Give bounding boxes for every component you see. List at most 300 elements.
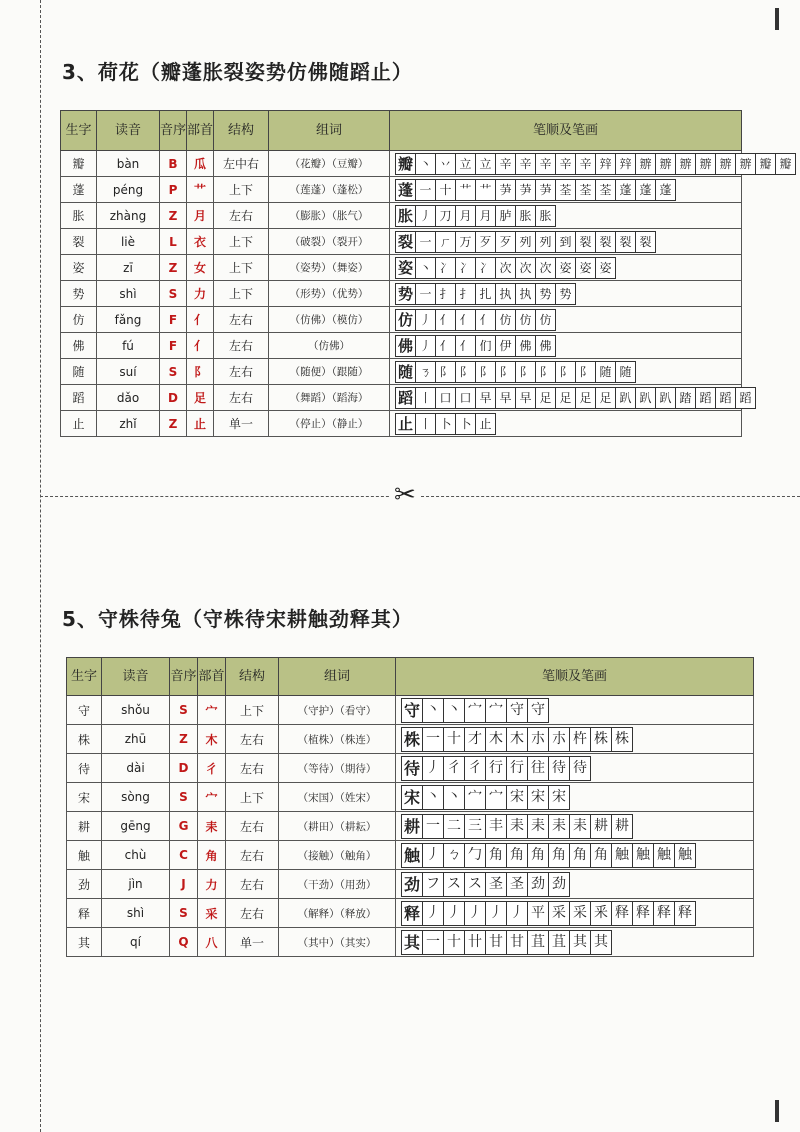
header-yinxu: 音序 [170, 658, 198, 696]
words-cell: （停止）（静止） [269, 411, 390, 437]
table-header-row [67, 658, 754, 696]
stroke-box: 丿 [422, 843, 443, 868]
stroke-box: 二 [443, 814, 464, 839]
stroke-box: 待 [548, 756, 569, 781]
stroke-box: 辛 [495, 153, 515, 175]
letter-cell: S [170, 899, 198, 928]
stroke-box: 丶 [422, 785, 443, 810]
stroke-box: 冫 [475, 257, 495, 279]
pinyin-cell: bàn [97, 151, 160, 177]
pinyin-cell: fú [97, 333, 160, 359]
stroke-box: 守 [401, 698, 422, 723]
stroke-box: 荃 [595, 179, 615, 201]
radical-cell: 瓜 [187, 151, 214, 177]
char-cell: 瓣 [61, 151, 97, 177]
stroke-box: 丨 [415, 413, 435, 435]
vertical-cut-line [40, 0, 41, 1132]
pinyin-cell: qí [102, 928, 170, 957]
stroke-box: 瓣 [755, 153, 775, 175]
stroke-box: 株 [401, 727, 422, 752]
stroke-box: 芛 [535, 179, 555, 201]
stroke-box: 耒 [527, 814, 548, 839]
stroke-box: 触 [611, 843, 632, 868]
stroke-box: 耒 [569, 814, 590, 839]
stroke-box: 辛 [555, 153, 575, 175]
stroke-box: 蹈 [715, 387, 735, 409]
pinyin-cell: chù [102, 841, 170, 870]
radical-cell: 衣 [187, 229, 214, 255]
stroke-box: ㄅ [443, 843, 464, 868]
char-cell: 裂 [61, 229, 97, 255]
stroke-box: 朩 [527, 727, 548, 752]
stroke-box: 采 [569, 901, 590, 926]
stroke-box: 宀 [464, 698, 485, 723]
pinyin-cell: péng [97, 177, 160, 203]
stroke-box: 早 [515, 387, 535, 409]
words-cell: （接触）（触角） [279, 841, 396, 870]
stroke-box: 角 [527, 843, 548, 868]
char-cell: 势 [61, 281, 97, 307]
stroke-order-cell [390, 177, 742, 203]
radical-cell: 木 [198, 725, 226, 754]
stroke-box: 蹈 [735, 387, 756, 409]
letter-cell: D [160, 385, 187, 411]
stroke-order-cell [396, 928, 754, 957]
stroke-box: 月 [475, 205, 495, 227]
char-cell: 佛 [61, 333, 97, 359]
stroke-box: 丿 [443, 901, 464, 926]
radical-cell: 女 [187, 255, 214, 281]
table-row [61, 411, 742, 437]
stroke-box: 艹 [455, 179, 475, 201]
stroke-box: 阝 [575, 361, 595, 383]
pinyin-cell: suí [97, 359, 160, 385]
stroke-box: 辧 [655, 153, 675, 175]
stroke-box: 卜 [455, 413, 475, 435]
stroke-box: 宋 [527, 785, 548, 810]
stroke-box: 苴 [548, 930, 569, 955]
stroke-order-cell [396, 725, 754, 754]
structure-cell: 单一 [214, 411, 269, 437]
stroke-box: 丿 [415, 309, 435, 331]
stroke-box: 丿 [464, 901, 485, 926]
table-row [67, 783, 754, 812]
table-row [67, 696, 754, 725]
stroke-box: 芛 [515, 179, 535, 201]
stroke-order-cell [390, 359, 742, 385]
table-row [61, 385, 742, 411]
stroke-box: 宀 [485, 785, 506, 810]
stroke-box: 瓣 [395, 153, 415, 175]
header-yinxu: 音序 [160, 111, 187, 151]
header-jiegou: 结构 [226, 658, 279, 696]
structure-cell: 左右 [226, 899, 279, 928]
stroke-box: 执 [495, 283, 515, 305]
stroke-box: 立 [475, 153, 495, 175]
stroke-box: 冫 [455, 257, 475, 279]
stroke-box: 卜 [435, 413, 455, 435]
stroke-box: 木 [485, 727, 506, 752]
stroke-box: 劲 [548, 872, 570, 897]
stroke-box: 角 [506, 843, 527, 868]
stroke-box: 裂 [635, 231, 656, 253]
stroke-box: 足 [535, 387, 555, 409]
stroke-box: 释 [611, 901, 632, 926]
stroke-box: 角 [590, 843, 611, 868]
structure-cell: 上下 [226, 783, 279, 812]
stroke-box: 辛 [575, 153, 595, 175]
stroke-box: 甘 [485, 930, 506, 955]
stroke-box: 亻 [455, 335, 475, 357]
stroke-box: 阝 [495, 361, 515, 383]
structure-cell: 单一 [226, 928, 279, 957]
stroke-box: 圣 [506, 872, 527, 897]
char-cell: 待 [67, 754, 102, 783]
stroke-box: 刀 [435, 205, 455, 227]
stroke-order-cell [390, 385, 752, 411]
stroke-box: 一 [422, 727, 443, 752]
radical-cell: 采 [198, 899, 226, 928]
stroke-box: 止 [395, 413, 415, 435]
structure-cell: 左右 [226, 870, 279, 899]
structure-cell: 左右 [226, 841, 279, 870]
char-cell: 守 [67, 696, 102, 725]
stroke-box: 往 [527, 756, 548, 781]
structure-cell: 左右 [214, 333, 269, 359]
header-zuci: 组词 [269, 111, 390, 151]
stroke-box: 足 [575, 387, 595, 409]
stroke-order-cell [390, 203, 742, 229]
stroke-box: 圣 [485, 872, 506, 897]
stroke-box: 踏 [675, 387, 695, 409]
stroke-box: 勹 [464, 843, 485, 868]
table-row [61, 177, 742, 203]
stroke-box: 宋 [548, 785, 570, 810]
header-duyin: 读音 [102, 658, 170, 696]
stroke-box: 丶 [415, 257, 435, 279]
stroke-box: 丿 [422, 756, 443, 781]
stroke-box: 辡 [595, 153, 615, 175]
pinyin-cell: zhàng [97, 203, 160, 229]
structure-cell: 上下 [214, 281, 269, 307]
stroke-box: 丶 [443, 785, 464, 810]
stroke-box: 丨 [415, 387, 435, 409]
stroke-box: 三 [464, 814, 485, 839]
words-cell: （耕田）（耕耘） [279, 812, 396, 841]
stroke-box: 辛 [535, 153, 555, 175]
table-row [61, 255, 742, 281]
pinyin-cell: fǎng [97, 307, 160, 333]
table-row [61, 359, 742, 385]
stroke-box: 十 [443, 930, 464, 955]
char-cell: 姿 [61, 255, 97, 281]
radical-cell: 亻 [187, 333, 214, 359]
stroke-box: 随 [595, 361, 615, 383]
stroke-box: 胀 [515, 205, 535, 227]
stroke-box: 触 [632, 843, 653, 868]
stroke-box: 芛 [495, 179, 515, 201]
stroke-box: 辧 [715, 153, 735, 175]
char-cell: 劲 [67, 870, 102, 899]
stroke-box: 木 [506, 727, 527, 752]
structure-cell: 上下 [214, 229, 269, 255]
table-row [67, 754, 754, 783]
letter-cell: F [160, 333, 187, 359]
structure-cell: 上下 [214, 177, 269, 203]
char-cell: 释 [67, 899, 102, 928]
stroke-order-cell [390, 255, 742, 281]
stroke-box: 冫 [435, 257, 455, 279]
pinyin-cell: zhū [102, 725, 170, 754]
stroke-box: 释 [653, 901, 674, 926]
stroke-box: 胪 [495, 205, 515, 227]
stroke-box: 瓣 [775, 153, 796, 175]
stroke-box: 姿 [575, 257, 595, 279]
stroke-box: 列 [535, 231, 555, 253]
pinyin-cell: shì [97, 281, 160, 307]
stroke-box: 甘 [506, 930, 527, 955]
stroke-box: 采 [548, 901, 569, 926]
pinyin-cell: gēng [102, 812, 170, 841]
words-cell: （宋国）（姓宋） [279, 783, 396, 812]
scissors-icon: ✂ [390, 480, 420, 510]
stroke-box: 丶 [443, 698, 464, 723]
stroke-box: 辧 [695, 153, 715, 175]
stroke-box: 释 [674, 901, 696, 926]
stroke-box: 执 [515, 283, 535, 305]
stroke-box: 趴 [655, 387, 675, 409]
stroke-order-cell [396, 754, 754, 783]
stroke-box: 一 [415, 283, 435, 305]
radical-cell: 八 [198, 928, 226, 957]
stroke-box: 宋 [401, 785, 422, 810]
radical-cell: 宀 [198, 696, 226, 725]
letter-cell: S [160, 281, 187, 307]
stroke-box: 次 [495, 257, 515, 279]
words-cell: （植株）（株连） [279, 725, 396, 754]
stroke-box: ㄏ [435, 231, 455, 253]
header-bushou: 部首 [198, 658, 226, 696]
header-shengzi: 生字 [67, 658, 102, 696]
char-cell: 宋 [67, 783, 102, 812]
radical-cell: 月 [187, 203, 214, 229]
stroke-box: 彳 [464, 756, 485, 781]
stroke-box: 佛 [535, 335, 556, 357]
pinyin-cell: shì [102, 899, 170, 928]
stroke-order-cell [396, 783, 754, 812]
stroke-box: 辧 [735, 153, 755, 175]
structure-cell: 左右 [214, 359, 269, 385]
stroke-order-cell [390, 411, 742, 437]
stroke-box: 释 [632, 901, 653, 926]
radical-cell: 亻 [187, 307, 214, 333]
stroke-box: 月 [455, 205, 475, 227]
header-jiegou: 结构 [214, 111, 269, 151]
stroke-box: 杵 [569, 727, 590, 752]
letter-cell: S [170, 696, 198, 725]
stroke-box: 耕 [611, 814, 633, 839]
radical-cell: 止 [187, 411, 214, 437]
stroke-box: 势 [555, 283, 576, 305]
table-row [67, 899, 754, 928]
letter-cell: S [160, 359, 187, 385]
stroke-box: 歹 [475, 231, 495, 253]
stroke-box: 阝 [455, 361, 475, 383]
stroke-box: 胀 [395, 205, 415, 227]
horizontal-cut-line [40, 496, 800, 497]
stroke-box: 触 [674, 843, 696, 868]
structure-cell: 左右 [214, 307, 269, 333]
stroke-box: 亻 [455, 309, 475, 331]
radical-cell: 力 [198, 870, 226, 899]
stroke-box: 株 [611, 727, 633, 752]
table-row [61, 229, 742, 255]
letter-cell: P [160, 177, 187, 203]
table-row [61, 307, 742, 333]
edge-mark [775, 8, 779, 30]
words-cell: （干劲）（用劲） [279, 870, 396, 899]
words-cell: （莲蓬）（蓬松） [269, 177, 390, 203]
pinyin-cell: zhǐ [97, 411, 160, 437]
table-row [67, 812, 754, 841]
stroke-box: 仿 [515, 309, 535, 331]
structure-cell: 上下 [226, 696, 279, 725]
stroke-box: 亻 [435, 309, 455, 331]
radical-cell: 彳 [198, 754, 226, 783]
stroke-box: 其 [401, 930, 422, 955]
stroke-box: 才 [464, 727, 485, 752]
table-row [67, 870, 754, 899]
header-bishun: 笔顺及笔画 [396, 658, 754, 696]
letter-cell: Z [160, 203, 187, 229]
words-cell: （解释）（释放） [279, 899, 396, 928]
stroke-order-cell [396, 841, 754, 870]
stroke-box: 耒 [548, 814, 569, 839]
letter-cell: J [170, 870, 198, 899]
stroke-box: 蓬 [615, 179, 635, 201]
stroke-box: 裂 [395, 231, 415, 253]
char-cell: 止 [61, 411, 97, 437]
header-bushou: 部首 [187, 111, 214, 151]
stroke-box: 耒 [506, 814, 527, 839]
structure-cell: 上下 [214, 255, 269, 281]
stroke-box: 蓬 [635, 179, 655, 201]
stroke-box: ス [443, 872, 464, 897]
lesson-title-1: 3、荷花（瓣蓬胀裂姿势仿佛随蹈止） [62, 60, 413, 84]
stroke-box: 卄 [464, 930, 485, 955]
pinyin-cell: dài [102, 754, 170, 783]
stroke-box: 触 [653, 843, 674, 868]
char-cell: 蹈 [61, 385, 97, 411]
stroke-order-cell [390, 229, 742, 255]
stroke-box: 十 [443, 727, 464, 752]
stroke-box: 裂 [595, 231, 615, 253]
stroke-box: 歹 [495, 231, 515, 253]
stroke-box: ㄋ [415, 361, 435, 383]
stroke-box: 丶 [422, 698, 443, 723]
radical-cell: 艹 [187, 177, 214, 203]
letter-cell: D [170, 754, 198, 783]
stroke-box: 釆 [590, 901, 611, 926]
stroke-box: 止 [475, 413, 496, 435]
stroke-box: 裂 [575, 231, 595, 253]
structure-cell: 左右 [214, 203, 269, 229]
letter-cell: C [170, 841, 198, 870]
letter-cell: G [170, 812, 198, 841]
letter-cell: L [160, 229, 187, 255]
letter-cell: Z [170, 725, 198, 754]
stroke-box: 扌 [435, 283, 455, 305]
stroke-box: 足 [595, 387, 615, 409]
stroke-box: フ [422, 872, 443, 897]
stroke-box: 彳 [443, 756, 464, 781]
words-cell: （守护）（看守） [279, 696, 396, 725]
stroke-order-cell [396, 696, 754, 725]
words-cell: （姿势）（舞姿） [269, 255, 390, 281]
stroke-box: 随 [395, 361, 415, 383]
stroke-box: 丷 [435, 153, 455, 175]
letter-cell: S [170, 783, 198, 812]
stroke-box: 十 [435, 179, 455, 201]
stroke-box: 角 [569, 843, 590, 868]
stroke-box: 辧 [635, 153, 655, 175]
stroke-box: 势 [535, 283, 555, 305]
stroke-box: 艹 [475, 179, 495, 201]
stroke-box: 蓬 [395, 179, 415, 201]
table-row [61, 151, 742, 177]
stroke-box: 仿 [395, 309, 415, 331]
stroke-box: 蹈 [395, 387, 415, 409]
lesson-title-2: 5、守株待兔（守株待宋耕触劲释其） [62, 607, 413, 631]
stroke-box: 荃 [555, 179, 575, 201]
structure-cell: 左右 [226, 812, 279, 841]
stroke-box: 守 [506, 698, 527, 723]
stroke-box: 伊 [495, 335, 515, 357]
stroke-box: 势 [395, 283, 415, 305]
stroke-box: 佛 [395, 335, 415, 357]
words-cell: （等待）（期待） [279, 754, 396, 783]
vocab-table-1 [60, 110, 792, 437]
char-cell: 其 [67, 928, 102, 957]
pinyin-cell: shǒu [102, 696, 170, 725]
letter-cell: Z [160, 255, 187, 281]
table-row [67, 841, 754, 870]
radical-cell: 角 [198, 841, 226, 870]
stroke-box: 待 [401, 756, 422, 781]
stroke-box: 宋 [506, 785, 527, 810]
stroke-box: 阝 [475, 361, 495, 383]
stroke-box: 苴 [527, 930, 548, 955]
pinyin-cell: zī [97, 255, 160, 281]
stroke-box: 趴 [635, 387, 655, 409]
stroke-box: 平 [527, 901, 548, 926]
stroke-box: 早 [495, 387, 515, 409]
stroke-box: 仿 [495, 309, 515, 331]
stroke-box: 仿 [535, 309, 556, 331]
char-cell: 随 [61, 359, 97, 385]
stroke-box: 次 [515, 257, 535, 279]
stroke-box: 一 [422, 930, 443, 955]
stroke-box: 姿 [555, 257, 575, 279]
words-cell: （仿佛） [269, 333, 390, 359]
table-row [61, 281, 742, 307]
stroke-box: 胀 [535, 205, 556, 227]
stroke-box: 阝 [515, 361, 535, 383]
pinyin-cell: jìn [102, 870, 170, 899]
stroke-box: 立 [455, 153, 475, 175]
stroke-box: 随 [615, 361, 636, 383]
words-cell: （随便）（跟随） [269, 359, 390, 385]
